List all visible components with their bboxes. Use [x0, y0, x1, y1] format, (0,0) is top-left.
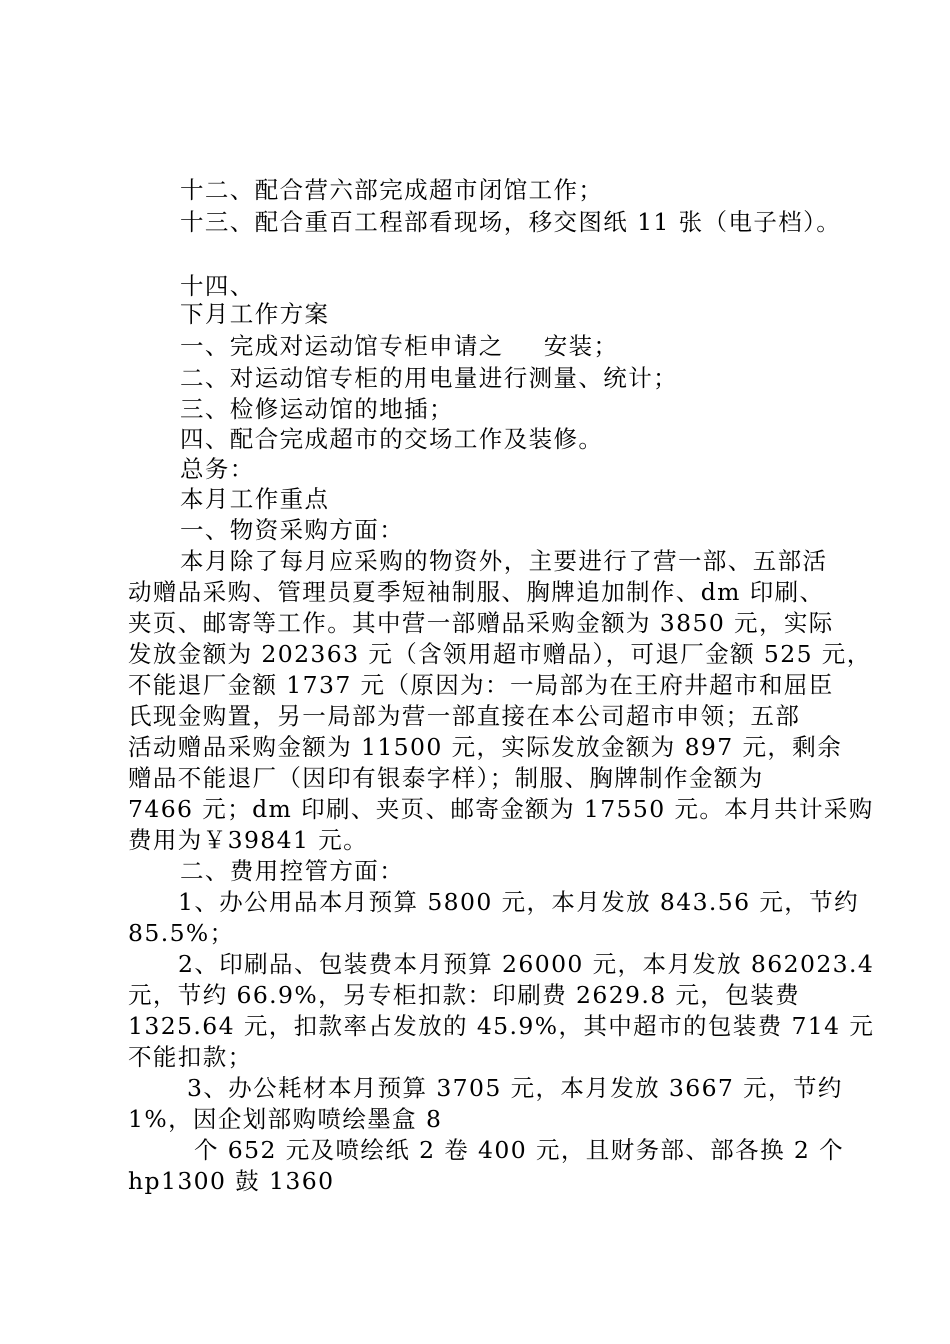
cost-item-printing-cont: 不能扣款；: [128, 1043, 253, 1071]
cost-item-printing-cont: 元，节约 66.9%，另专柜扣款：印刷费 2629.8 元，包装费: [128, 981, 800, 1009]
cost-item-office-supplies-cont: 85.5%；: [128, 919, 235, 947]
plan-item-one-tail: 安装；: [543, 332, 619, 360]
plan-item-two: 二、对运动馆专柜的用电量进行测量、统计；: [180, 364, 678, 392]
cost-item-printing: 2、印刷品、包装费本月预算 26000 元，本月发放 862023.4: [178, 950, 875, 978]
plan-item-one-text: 一、完成对运动馆专柜申请之: [180, 332, 504, 360]
section-heading-month-focus: 本月工作重点: [180, 485, 330, 513]
procurement-paragraph-line: 费用为￥39841 元。: [128, 826, 369, 854]
procurement-paragraph-line: 发放金额为 202363 元（含领用超市赠品），可退厂金额 525 元，: [128, 640, 872, 668]
procurement-paragraph-line: 7466 元；dm 印刷、夹页、邮寄金额为 17550 元。本月共计采购: [128, 795, 874, 823]
section-heading-next-month-plan: 下月工作方案: [180, 300, 330, 328]
item-thirteen: 十三、配合重百工程部看现场，移交图纸 11 张（电子档）。: [180, 208, 842, 236]
subheading-cost-control: 二、费用控管方面：: [180, 857, 405, 885]
procurement-paragraph-line: 活动赠品采购金额为 11500 元，实际发放金额为 897 元，剩余: [128, 733, 843, 761]
cost-item-printing-cont: 1325.64 元，扣款率占发放的 45.9%，其中超市的包装费 714 元: [128, 1012, 875, 1040]
plan-item-four: 四、配合完成超市的交场工作及装修。: [180, 425, 604, 453]
cost-item-consumables-cont: hp1300 鼓 1360: [128, 1167, 335, 1195]
procurement-paragraph-line: 动赠品采购、管理员夏季短袖制服、胸牌追加制作、dm 印刷、: [128, 578, 825, 606]
cost-item-office-supplies: 1、办公用品本月预算 5800 元，本月发放 843.56 元，节约: [178, 888, 859, 916]
cost-item-consumables-cont: 1%，因企划部购喷绘墨盒 8: [128, 1105, 443, 1133]
procurement-paragraph-line: 夹页、邮寄等工作。其中营一部赠品采购金额为 3850 元，实际: [128, 609, 834, 637]
cost-item-consumables-cont: 个 652 元及喷绘纸 2 卷 400 元，且财务部、部各换 2 个: [194, 1136, 844, 1164]
procurement-paragraph-line: 氏现金购置，另一局部为营一部直接在本公司超市申领；五部: [128, 702, 801, 730]
section-heading-general-affairs: 总务：: [180, 455, 255, 483]
procurement-paragraph-line: 赠品不能退厂（因印有银泰字样）；制服、胸牌制作金额为: [128, 764, 764, 792]
cost-item-consumables: 3、办公耗材本月预算 3705 元，本月发放 3667 元，节约: [187, 1074, 843, 1102]
item-fourteen: 十四、: [180, 272, 255, 300]
item-twelve: 十二、配合营六部完成超市闭馆工作；: [180, 176, 604, 204]
procurement-paragraph-line: 不能退厂金额 1737 元（原因为：一局部为在王府井超市和屈臣: [128, 671, 834, 699]
subheading-procurement: 一、物资采购方面：: [180, 516, 405, 544]
plan-item-one: [180, 330, 618, 362]
procurement-paragraph-line: 本月除了每月应采购的物资外，主要进行了营一部、五部活: [180, 547, 828, 575]
plan-item-three: 三、检修运动馆的地插；: [180, 395, 454, 423]
